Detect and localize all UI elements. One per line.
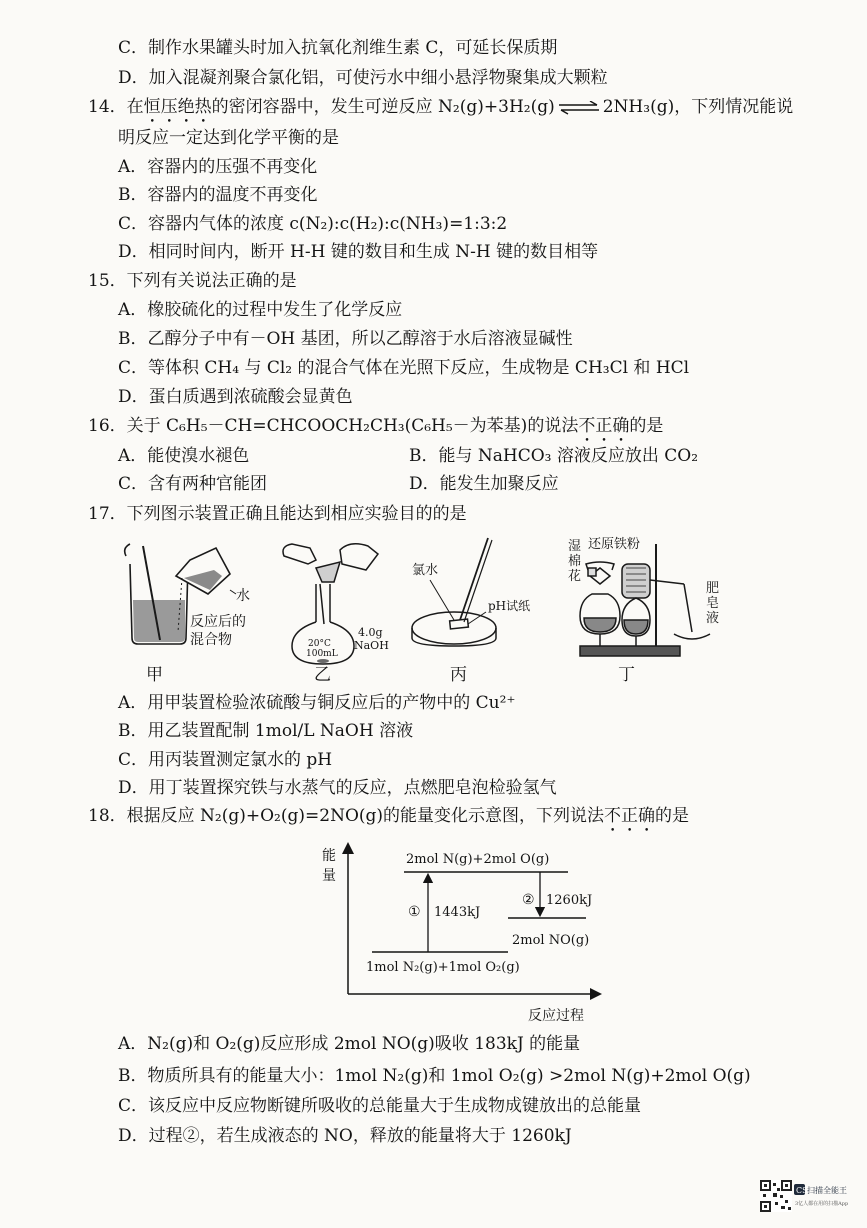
- q15-stem: [88, 269, 297, 293]
- energy-diagram: [300, 834, 620, 1024]
- ding-label-iron: 还原铁粉: [588, 537, 641, 552]
- bing-caption: 丙: [450, 665, 467, 684]
- yi-label-solute: NaOH: [354, 639, 389, 652]
- level-mid-label: 2mol NO(g): [512, 933, 590, 948]
- ding-label-soap2: 皂: [706, 596, 720, 611]
- ding-caption: 丁: [618, 665, 635, 684]
- q16-option-d: D．能发生加聚反应: [409, 474, 559, 494]
- q14-stem-emphasis: 恒压绝热: [143, 97, 212, 117]
- q16-stem-pre: 关于 C₆H₅－CH=CHCOOCH₂CH₃(C₆H₅－为苯基)的说法: [126, 416, 579, 436]
- q14-stem-line2: 明反应一定达到化学平衡的是: [118, 128, 339, 148]
- step-1-energy: 1443kJ: [434, 905, 481, 920]
- step-1-label: ①: [408, 904, 421, 920]
- q14-stem-pre: 在: [126, 97, 144, 117]
- energy-ylabel-2: 量: [322, 868, 336, 884]
- q15-number: 15．: [88, 271, 127, 291]
- q16-option-b: B．能与 NaHCO₃ 溶液反应放出 CO₂: [409, 446, 699, 466]
- svg-text:CS: CS: [796, 1186, 808, 1195]
- q14-option-c: C．容器内气体的浓度 c(N₂):c(H₂):c(NH₃)=1:3:2: [118, 214, 508, 234]
- q18-stem-emphasis: 不正确: [604, 806, 656, 826]
- jia-label-mix1: 反应后的: [190, 614, 246, 630]
- energy-ylabel-1: 能: [322, 848, 336, 864]
- q18-number: 18．: [88, 806, 127, 826]
- energy-xlabel: 反应过程: [528, 1008, 584, 1024]
- q14-option-d: D．相同时间内，断开 H-H 键的数目和生成 N-H 键的数目相等: [118, 242, 599, 262]
- q18-option-d: D．过程②，若生成液态的 NO，释放的能量将大于 1260kJ: [118, 1126, 572, 1146]
- yi-label-temp: 20°C: [308, 639, 331, 649]
- q18-stem-pre: 根据反应 N₂(g)+O₂(g)=2NO(g)的能量变化示意图，下列说法: [126, 806, 605, 826]
- q15-option-a: A．橡胶硫化的过程中发生了化学反应: [118, 300, 403, 320]
- q15-stem-text: 下列有关说法正确的是: [126, 271, 297, 291]
- yi-label-volume: 100mL: [306, 649, 338, 659]
- q17-stem: [88, 502, 467, 526]
- jia-caption: 甲: [146, 665, 163, 684]
- jia-label-mix2: 混合物: [190, 632, 232, 648]
- q15-option-d: D．蛋白质遇到浓硫酸会显黄色: [118, 387, 353, 407]
- step-2-label: ②: [522, 892, 535, 908]
- q17-option-c: C．用丙装置测定氯水的 pH: [118, 750, 333, 770]
- q17-number: 17．: [88, 504, 127, 524]
- q17-option-b: B．用乙装置配制 1mol/L NaOH 溶液: [118, 721, 414, 741]
- q17-stem-text: 下列图示装置正确且能达到相应实验目的的是: [126, 504, 467, 524]
- bing-label-paper: pH试纸: [488, 599, 531, 613]
- q15-option-c: C．等体积 CH₄ 与 Cl₂ 的混合气体在光照下反应，生成物是 CH₃Cl 和 HCl: [118, 358, 690, 378]
- q16-option-a: A．能使溴水褪色: [118, 446, 250, 466]
- q17-option-d: D．用丁装置探究铁与水蒸气的反应，点燃肥皂泡检验氢气: [118, 778, 557, 798]
- figure-ding-iron-steam: [566, 534, 736, 684]
- figure-jia-beaker: [118, 534, 268, 684]
- jia-label-water: 水: [236, 588, 250, 604]
- q14-stem: [88, 95, 793, 127]
- q16-stem-post: 的是: [629, 416, 664, 436]
- q16-number: 16．: [88, 416, 127, 436]
- qr-code-icon: [760, 1180, 792, 1212]
- yi-label-mass: 4.0g: [358, 626, 383, 639]
- step-2-energy: 1260kJ: [546, 893, 593, 908]
- q16-stem-emphasis: 不正确: [578, 416, 630, 436]
- scanner-app-logo: [794, 1182, 854, 1212]
- q18-stem: [88, 804, 689, 836]
- q14-number: 14．: [88, 97, 127, 117]
- q13-option-c: C．制作水果罐头时加入抗氧化剂维生素 C，可延长保质期: [118, 38, 558, 58]
- q14-stem-mid: 的密闭容器中，发生可逆反应 N₂(g)+3H₂(g): [211, 97, 555, 117]
- bing-label-reagent: 氯水: [412, 563, 439, 578]
- q18-option-b: B．物质所具有的能量大小：1mol N₂(g)和 1mol O₂(g) >2mol N(g)+2mol O(g): [118, 1066, 751, 1086]
- figure-bing-ph-paper: [402, 534, 542, 684]
- level-top-label: 2mol N(g)+2mol O(g): [406, 852, 550, 867]
- ding-label-wet3: 花: [568, 569, 582, 584]
- equilibrium-arrow-icon: [557, 101, 601, 115]
- q18-option-c: C．该反应中反应物断键所吸收的总能量大于生成物成键放出的总能量: [118, 1096, 642, 1116]
- q17-option-a: A．用甲装置检验浓硫酸与铜反应后的产物中的 Cu²⁺: [118, 693, 516, 713]
- q14-option-a: A．容器内的压强不再变化: [118, 157, 318, 177]
- q13-option-d: D．加入混凝剂聚合氯化铝，可使污水中细小悬浮物聚集成大颗粒: [118, 68, 608, 88]
- q16-stem: [88, 414, 663, 446]
- q18-option-a: A．N₂(g)和 O₂(g)反应形成 2mol NO(g)吸收 183kJ 的能量: [118, 1034, 581, 1054]
- q14-option-b: B．容器内的温度不再变化: [118, 185, 318, 205]
- figure-yi-volumetric-flask: [270, 534, 400, 684]
- level-bottom-label: 1mol N₂(g)+1mol O₂(g): [366, 960, 520, 975]
- ding-label-soap1: 肥: [706, 581, 720, 596]
- q14-stem-post: 2NH₃(g)，下列情况能说: [602, 97, 794, 117]
- yi-caption: 乙: [314, 665, 331, 684]
- q16-option-c: C．含有两种官能团: [118, 474, 268, 494]
- ding-label-soap3: 液: [706, 611, 720, 626]
- ding-label-wet1: 湿: [568, 539, 582, 554]
- scanner-app-slogan: 3亿人都在用的扫描App: [795, 1201, 849, 1207]
- ding-label-wet2: 棉: [568, 554, 582, 569]
- scanner-app-name: 扫描全能王: [807, 1186, 847, 1195]
- q15-option-b: B．乙醇分子中有－OH 基团，所以乙醇溶于水后溶液显碱性: [118, 329, 573, 349]
- q18-stem-post: 的是: [655, 806, 690, 826]
